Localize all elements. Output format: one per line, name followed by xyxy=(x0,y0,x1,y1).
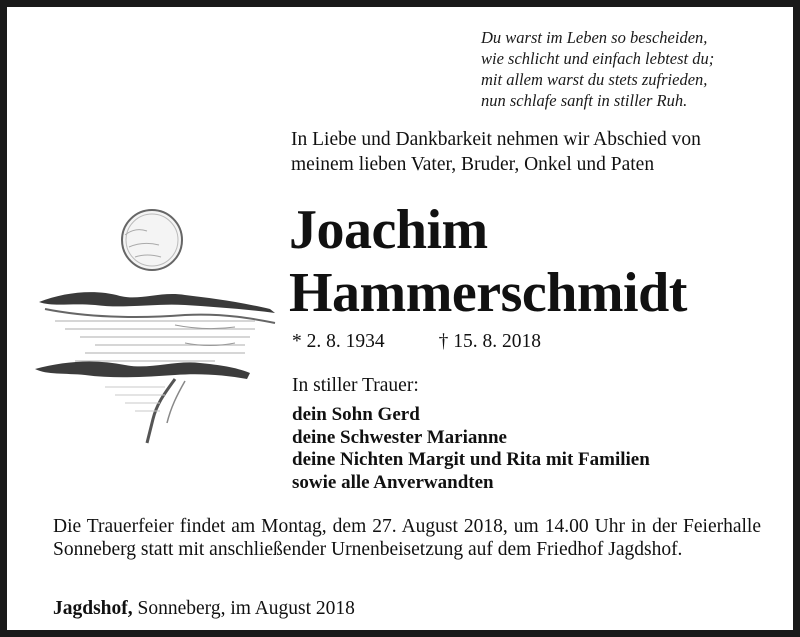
intro-line: meinem lieben Vater, Bruder, Onkel und Paten xyxy=(291,154,655,175)
sun-landscape-sketch-icon xyxy=(25,197,295,447)
funeral-service-info: Die Trauerfeier findet am Montag, dem 27. August 2018, um 14.00 Uhr in der Feierhalle Sonneberg statt mit anschließender Urnenbeisetzung auf dem Friedhof Jagdshof. xyxy=(53,516,761,560)
first-name: Joachim xyxy=(289,199,488,261)
closing-place: Jagdshof, xyxy=(53,598,133,619)
closing-line xyxy=(53,597,355,620)
mourner-item: sowie alle Anverwandten xyxy=(292,471,494,493)
deceased-name xyxy=(289,199,789,325)
mourner-item: dein Sohn Gerd xyxy=(292,404,420,425)
mourners-list xyxy=(292,404,772,494)
closing-rest: Sonneberg, im August 2018 xyxy=(132,598,355,619)
death-date: † 15. 8. 2018 xyxy=(438,331,541,352)
last-name: Hammerschmidt xyxy=(289,262,687,324)
poem-line: mit allem warst du stets zufrieden, xyxy=(481,70,708,89)
mourner-item: deine Nichten Margit und Rita mit Familien xyxy=(292,449,650,470)
intro-line: In Liebe und Dankbarkeit nehmen wir Abschied von xyxy=(291,129,701,150)
poem-line: wie schlicht und einfach lebtest du; xyxy=(481,49,715,68)
birth-date: * 2. 8. 1934 xyxy=(292,331,385,352)
poem-line: nun schlafe sanft in stiller Ruh. xyxy=(481,91,688,110)
life-dates xyxy=(292,330,541,354)
farewell-intro xyxy=(291,127,771,177)
memorial-poem xyxy=(481,27,781,111)
mourning-label: In stiller Trauer: xyxy=(292,375,419,396)
mourner-item: deine Schwester Marianne xyxy=(292,426,507,448)
poem-line: Du warst im Leben so bescheiden, xyxy=(481,28,708,47)
